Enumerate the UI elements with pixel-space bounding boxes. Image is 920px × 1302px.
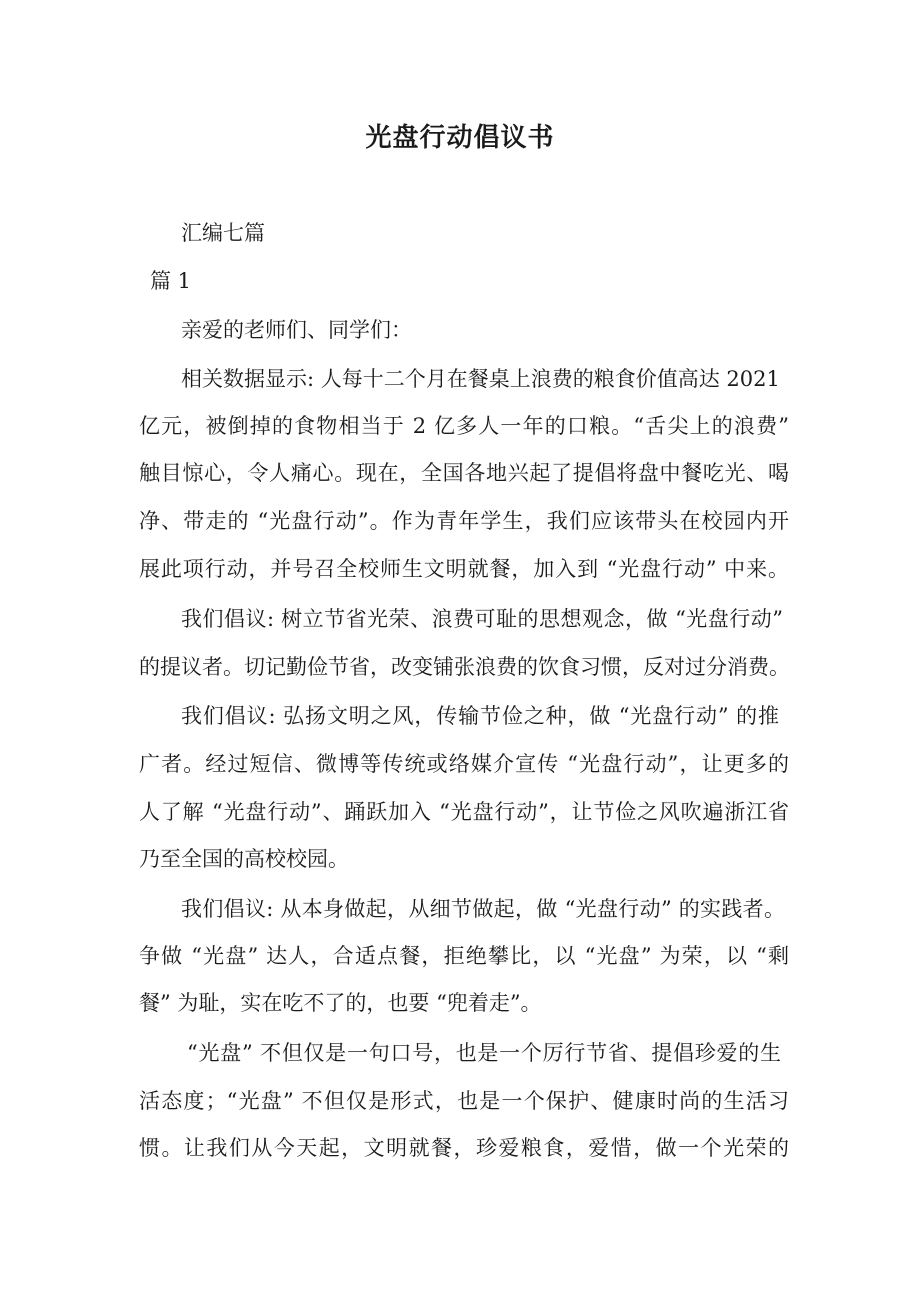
paragraph-line: 我们倡议: 弘扬文明之风，传输节俭之种，做 “光盘行动” 的推 xyxy=(181,704,779,728)
paragraph-line: 争做 “光盘” 达人，合适点餐，拒绝攀比，以 “光盘” 为荣，以 “剩 xyxy=(139,944,789,968)
paragraph-line: “光盘” 不但仅是一句口号，也是一个厉行节省、提倡珍爱的生 xyxy=(187,1041,781,1065)
paragraph-line: 净、带走的 “光盘行动”。作为青年学生，我们应该带头在校园内开 xyxy=(139,509,789,533)
paragraph-line: 活态度；“光盘” 不但仅是形式，也是一个保护、健康时尚的生活习 xyxy=(139,1089,789,1113)
part-label: 篇 1 xyxy=(150,269,192,293)
paragraph-line: 乃至全国的高校校园。 xyxy=(139,847,349,871)
document-subtitle: 汇编七篇 xyxy=(181,221,265,245)
paragraph-line: 触目惊心，令人痛心。现在，全国各地兴起了提倡将盘中餐吃光、喝 xyxy=(139,461,789,485)
paragraph-line: 我们倡议: 从本身做起，从细节做起，做 “光盘行动” 的实践者。 xyxy=(181,897,785,921)
paragraph-line: 展此项行动，并号召全校师生文明就餐，加入到 “光盘行动” 中来。 xyxy=(139,557,789,581)
paragraph-line: 相关数据显示: 人每十二个月在餐桌上浪费的粮食价值高达 2021 xyxy=(181,367,780,391)
paragraph-line: 人了解 “光盘行动”、踊跃加入 “光盘行动”，让节俭之风吹遍浙江省 xyxy=(139,800,789,824)
paragraph-line: 亿元，被倒掉的食物相当于 2 亿多人一年的口粮。“舌尖上的浪费” xyxy=(139,414,789,438)
paragraph-line: 餐” 为耻，实在吃不了的，也要 “兜着走”。 xyxy=(139,991,542,1015)
paragraph-line: 惯。让我们从今天起，文明就餐，珍爱粮食，爱惜，做一个光荣的 xyxy=(139,1136,789,1160)
paragraph-line: 广者。经过短信、微博等传统或络媒介宣传 “光盘行动”，让更多的 xyxy=(139,752,789,776)
document-title: 光盘行动倡议书 xyxy=(365,123,555,153)
paragraph-line: 的提议者。切记勤俭节省，改变铺张浪费的饮食习惯，反对过分消费。 xyxy=(139,655,790,679)
salutation: 亲爱的老师们、同学们： xyxy=(181,318,412,342)
paragraph-line: 我们倡议: 树立节省光荣、浪费可耻的思想观念，做 “光盘行动” xyxy=(181,607,783,631)
